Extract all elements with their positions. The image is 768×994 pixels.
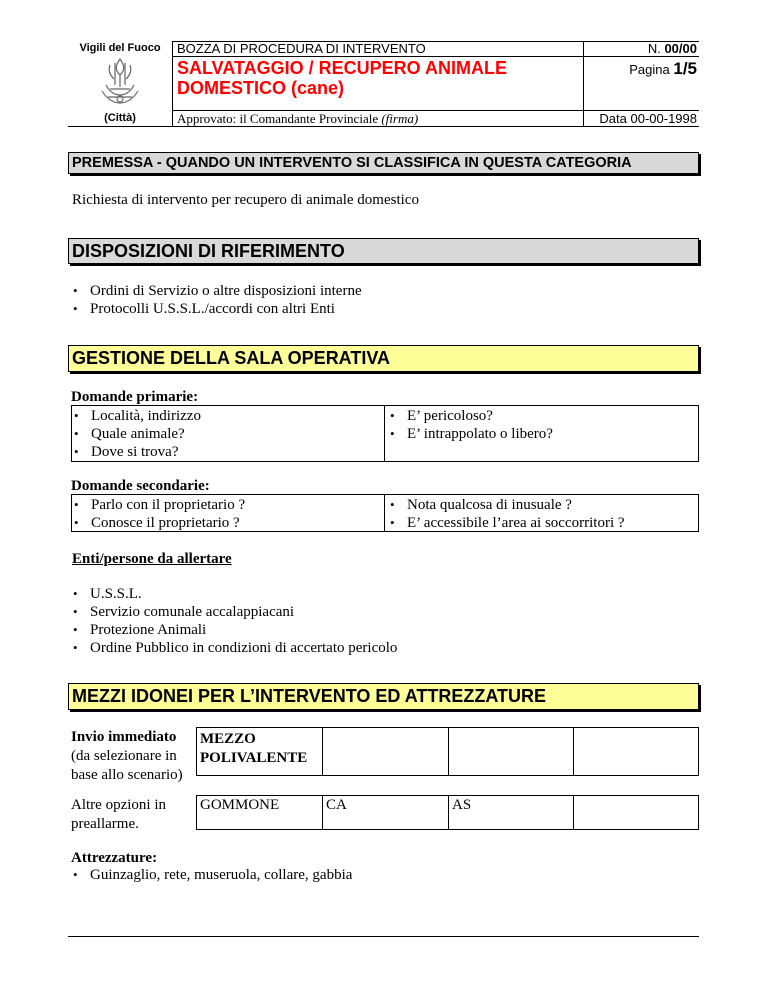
box-divider bbox=[384, 406, 385, 461]
primary-question: • E’ pericoloso? bbox=[407, 407, 493, 425]
page-value: 1/5 bbox=[673, 59, 697, 78]
attrezzature-label: Attrezzature: bbox=[71, 850, 158, 866]
footer-rule bbox=[68, 936, 699, 937]
option-ca: CA bbox=[326, 797, 347, 813]
enti-label: Enti/persone da allertare bbox=[72, 551, 232, 567]
immediate-dispatch-line: base allo scenario) bbox=[71, 767, 183, 783]
primary-question: • E’ intrappolato o libero? bbox=[407, 425, 553, 443]
page-indicator bbox=[583, 59, 697, 80]
procedure-title bbox=[177, 58, 507, 98]
cell-divider bbox=[573, 796, 574, 829]
page-label: Pagina bbox=[629, 62, 674, 77]
box-divider bbox=[384, 495, 385, 531]
preallarme-line: preallarme. bbox=[71, 816, 139, 832]
header-line bbox=[68, 126, 699, 127]
immediate-dispatch-label bbox=[71, 728, 193, 785]
header-line bbox=[172, 41, 173, 127]
enti-item: • U.S.S.L. bbox=[90, 585, 142, 603]
disposizioni-item: • Protocolli U.S.S.L./accordi con altri Enti bbox=[90, 300, 335, 318]
secondary-questions-label: Domande secondarie: bbox=[71, 478, 210, 494]
vehicle-line: POLIVALENTE bbox=[200, 750, 308, 766]
gestione-heading: GESTIONE DELLA SALA OPERATIVA bbox=[68, 345, 699, 372]
procedure-title-line: SALVATAGGIO / RECUPERO ANIMALE bbox=[177, 58, 508, 78]
procedure-number bbox=[583, 41, 697, 56]
signature-placeholder: (firma) bbox=[381, 111, 419, 126]
immediate-dispatch-line: (da selezionare in bbox=[71, 748, 177, 764]
secondary-question: • Conosce il proprietario ? bbox=[91, 514, 240, 532]
cell-divider bbox=[448, 796, 449, 829]
draft-label: BOZZA DI PROCEDURA DI INTERVENTO bbox=[177, 41, 426, 56]
option-as: AS bbox=[452, 797, 472, 813]
secondary-question: • E’ accessibile l’area ai soccorritori ? bbox=[407, 514, 625, 532]
cell-divider bbox=[448, 728, 449, 775]
document-date: Data 00-00-1998 bbox=[599, 111, 697, 126]
polivalente-vehicle bbox=[200, 730, 307, 768]
procedure-title-line: DOMESTICO (cane) bbox=[177, 78, 345, 98]
enti-item: • Servizio comunale accalappiacani bbox=[90, 603, 294, 621]
premessa-heading: PREMESSA - QUANDO UN INTERVENTO SI CLASSIFICA IN QUESTA CATEGORIA bbox=[68, 152, 699, 174]
org-name: Vigili del Fuoco bbox=[79, 42, 161, 54]
fire-brigade-emblem-icon bbox=[96, 55, 144, 107]
primary-question: • Località, indirizzo bbox=[91, 407, 201, 425]
option-gommone: GOMMONE bbox=[200, 797, 280, 813]
vehicle-line: MEZZO bbox=[200, 731, 256, 747]
cell-divider bbox=[322, 728, 323, 775]
preallarme-line: Altre opzioni in bbox=[71, 797, 166, 813]
city-name: (Città) bbox=[104, 112, 136, 124]
approval-prefix: Approvato: il Comandante Provinciale bbox=[177, 111, 382, 126]
primary-question: • Dove si trova? bbox=[91, 443, 178, 461]
enti-item: • Protezione Animali bbox=[90, 621, 206, 639]
primary-questions-label: Domande primarie: bbox=[71, 389, 199, 405]
disposizioni-heading: DISPOSIZIONI DI RIFERIMENTO bbox=[68, 238, 699, 264]
preallarme-label bbox=[71, 796, 166, 834]
disposizioni-item: • Ordini di Servizio o altre disposizioni interne bbox=[90, 282, 362, 300]
number-value: 00/00 bbox=[664, 41, 697, 56]
header-line bbox=[172, 56, 699, 57]
enti-item: • Ordine Pubblico in condizioni di accertato pericolo bbox=[90, 639, 397, 657]
secondary-question: • Parlo con il proprietario ? bbox=[91, 496, 245, 514]
document-header bbox=[68, 41, 699, 127]
approval-line bbox=[177, 111, 418, 126]
secondary-question: • Nota qualcosa di inusuale ? bbox=[407, 496, 572, 514]
mezzi-heading: MEZZI IDONEI PER L’INTERVENTO ED ATTREZZATURE bbox=[68, 683, 699, 710]
immediate-dispatch-line: Invio immediato bbox=[71, 729, 177, 745]
premessa-text: Richiesta di intervento per recupero di animale domestico bbox=[72, 192, 419, 208]
cell-divider bbox=[322, 796, 323, 829]
primary-question: • Quale animale? bbox=[91, 425, 185, 443]
number-label: N. bbox=[647, 41, 665, 56]
attrezzature-item: • Guinzaglio, rete, museruola, collare, gabbia bbox=[90, 866, 352, 884]
cell-divider bbox=[573, 728, 574, 775]
